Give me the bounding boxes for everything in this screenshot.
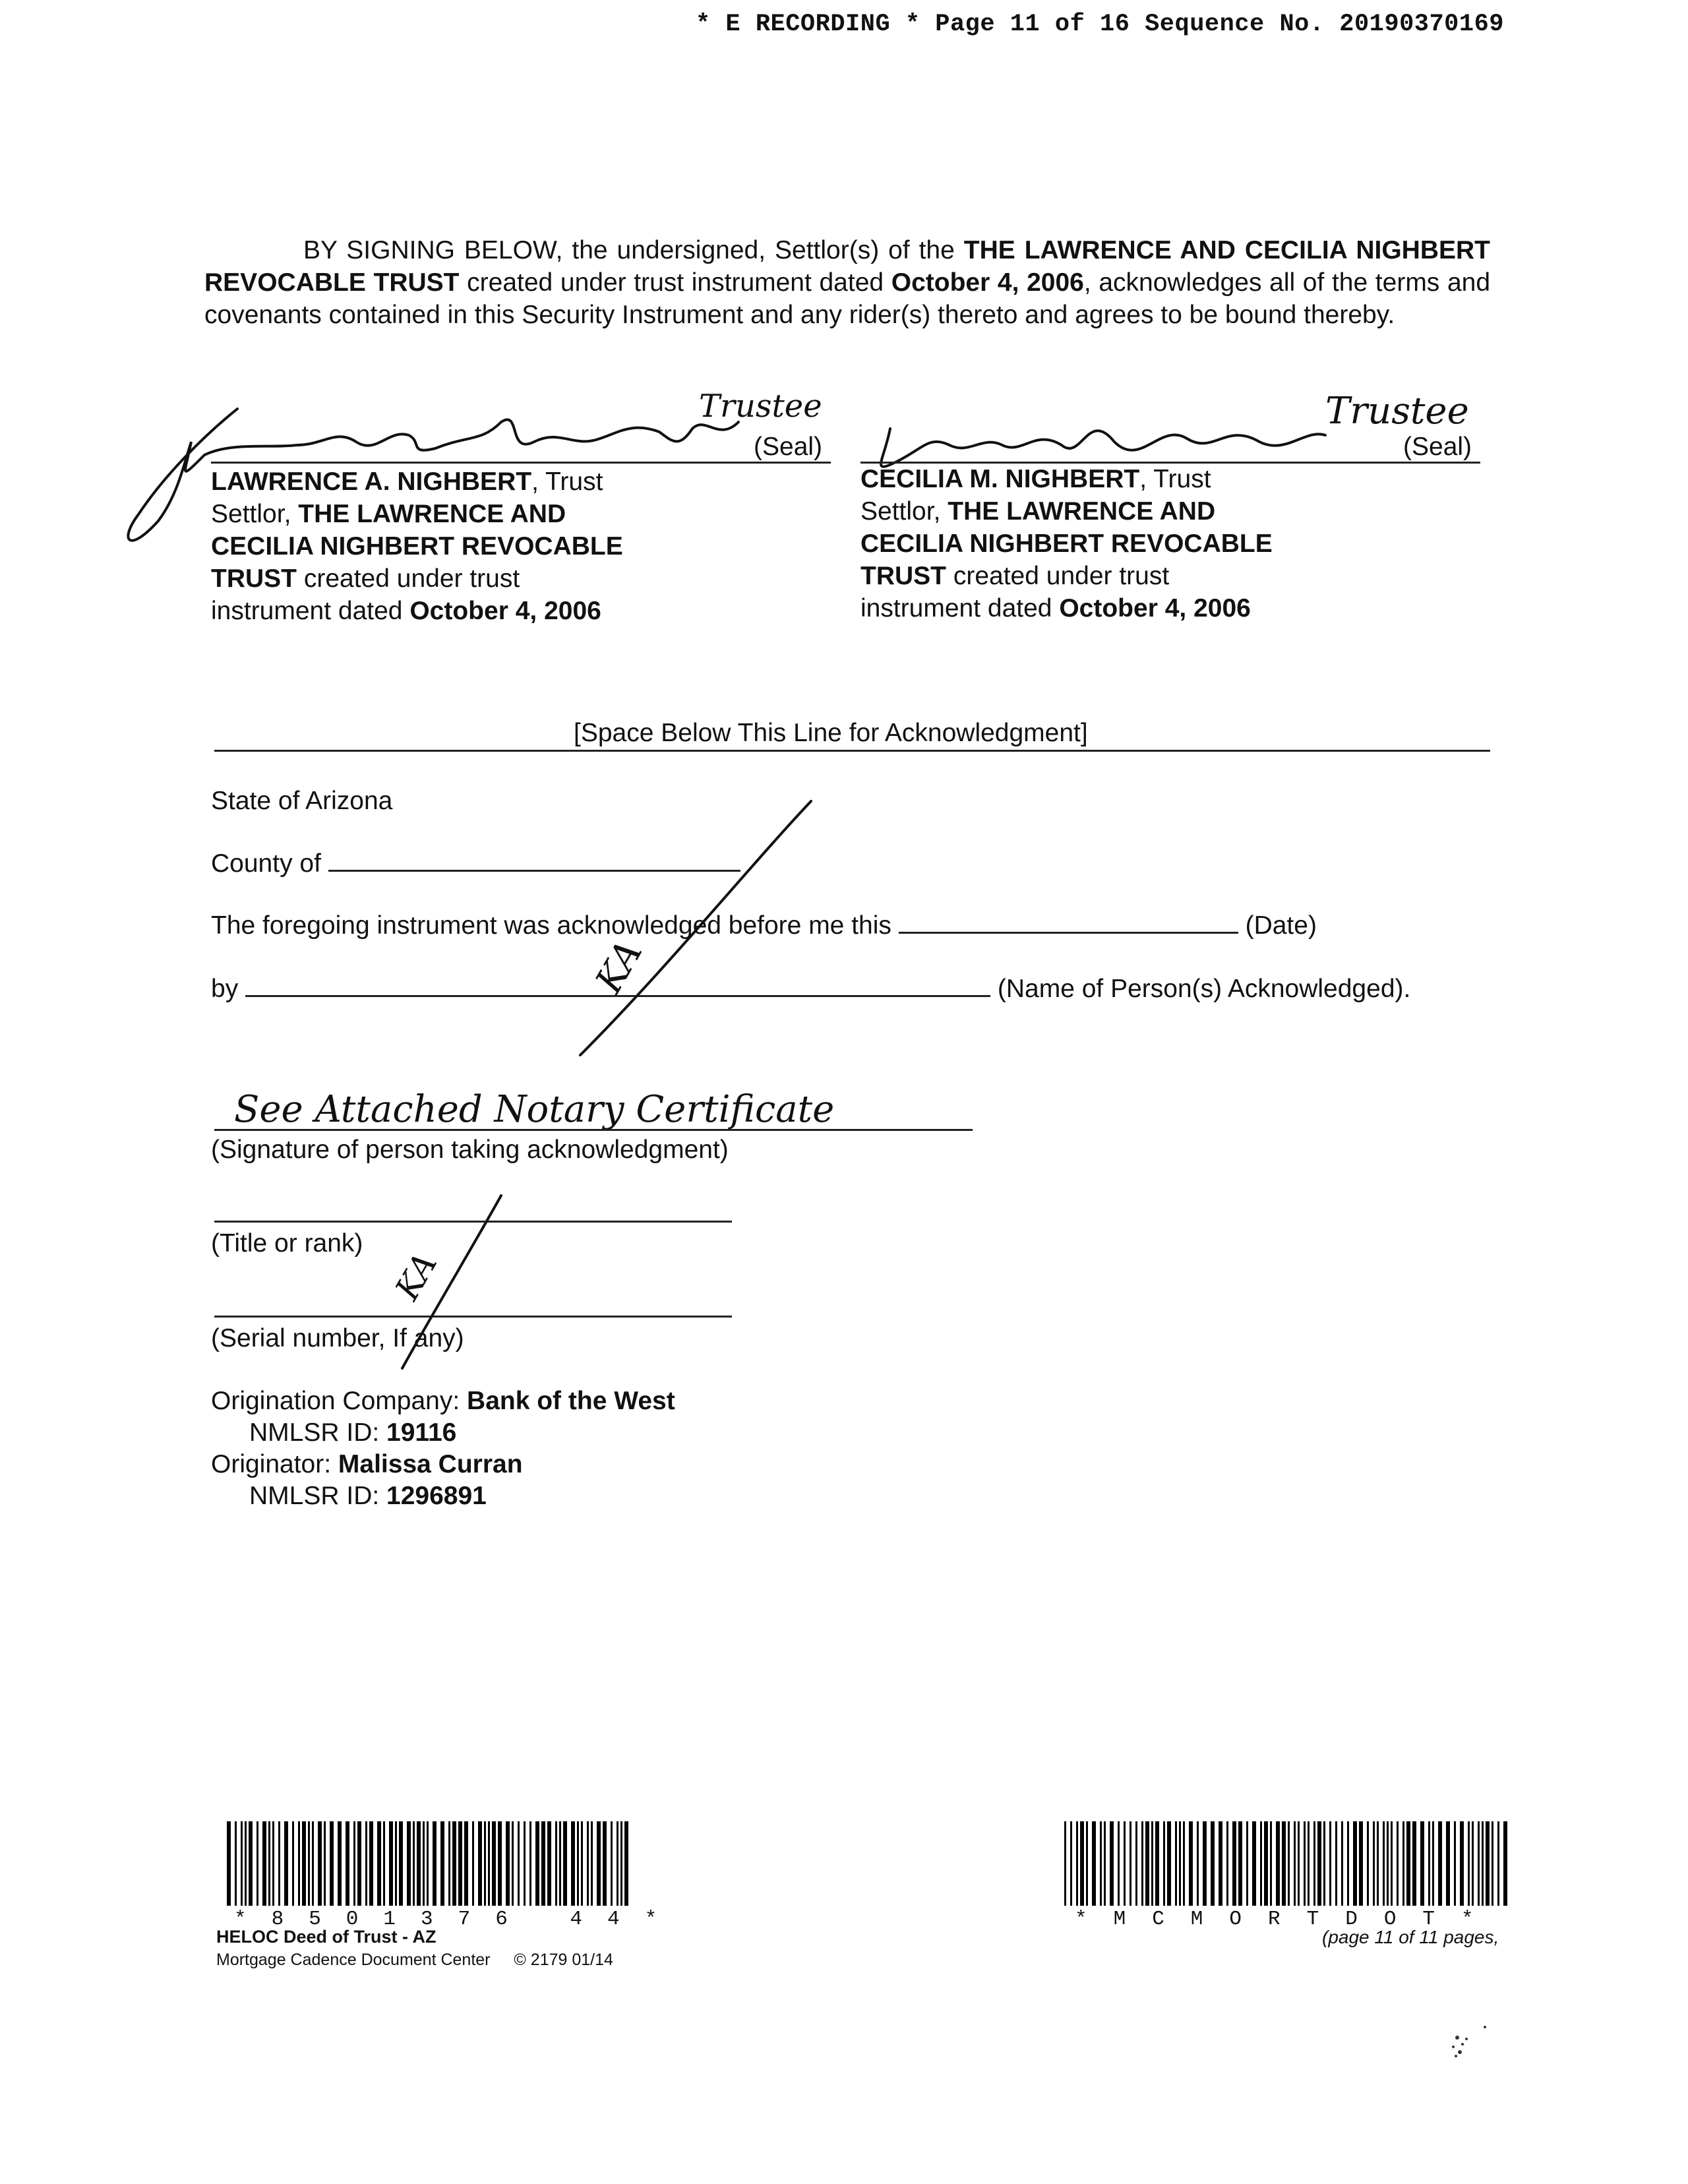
- county-label: County of: [211, 849, 321, 878]
- barcode-bar: [1183, 1821, 1185, 1906]
- barcode-bar: [1260, 1821, 1262, 1906]
- barcode-bar: [535, 1821, 539, 1906]
- barcode-bar: [611, 1821, 613, 1906]
- strike-mark-1: [567, 791, 831, 1068]
- barcode-bar: [1080, 1821, 1084, 1906]
- notary-signature-area: [214, 1088, 973, 1131]
- barcode-bar: [559, 1821, 561, 1906]
- barcode-right-text: *MCMORTDOT*: [1075, 1908, 1500, 1931]
- barcode-bar: [555, 1821, 557, 1906]
- barcode-bar: [1347, 1821, 1349, 1906]
- initials-1: KA: [587, 933, 651, 1000]
- barcode-bar: [1377, 1821, 1379, 1906]
- notary-signature-line: [214, 1129, 973, 1131]
- barcode-bar: [1203, 1821, 1207, 1906]
- barcode-bar: [1100, 1821, 1102, 1906]
- barcode-bar: [1064, 1821, 1066, 1906]
- barcode-bar: [413, 1821, 415, 1906]
- barcode-bar: [1076, 1821, 1078, 1906]
- barcode-bar: [1246, 1821, 1248, 1906]
- barcode-bar: [1070, 1821, 1072, 1906]
- barcode-bar: [324, 1821, 326, 1906]
- barcode-bar: [262, 1821, 266, 1906]
- barcode-bar: [427, 1821, 429, 1906]
- title-label: (Title or rank): [211, 1229, 363, 1258]
- barcode-bar: [518, 1821, 520, 1906]
- barcode-bar: [1189, 1821, 1193, 1906]
- barcode-bar: [389, 1821, 393, 1906]
- barcode-bar: [1151, 1821, 1153, 1906]
- barcode-bar: [353, 1821, 355, 1906]
- barcode-bar: [298, 1821, 300, 1906]
- barcode-bar: [1472, 1821, 1474, 1906]
- barcode-bar: [338, 1821, 342, 1906]
- signer-block-lawrence: LAWRENCE A. NIGHBERT, Trust Settlor, THE LAWRENCE AND CECILIA NIGHBERT REVOCABLE TRUST created under trust instrument dated October 4, 2006: [211, 468, 623, 625]
- barcode-bar: [1420, 1821, 1424, 1906]
- barcode-bar: [1110, 1821, 1114, 1906]
- barcode-bar: [1232, 1821, 1236, 1906]
- barcode-bar: [506, 1821, 510, 1906]
- barcode-bar: [547, 1821, 551, 1906]
- barcode-bar: [1353, 1821, 1357, 1906]
- barcode-bar: [1478, 1821, 1480, 1906]
- barcode-bar: [1298, 1821, 1300, 1906]
- barcode-bar: [312, 1821, 314, 1906]
- barcode-bar: [591, 1821, 593, 1906]
- barcode-bar: [318, 1821, 322, 1906]
- barcode-bar: [1503, 1821, 1507, 1906]
- foregoing-label: The foregoing instrument was acknowledged before me this: [211, 911, 891, 940]
- barcode-bar: [1367, 1821, 1369, 1906]
- barcode-bar: [1432, 1821, 1434, 1906]
- originator-name: Malissa Curran: [338, 1450, 523, 1478]
- barcode-bar: [603, 1821, 607, 1906]
- barcode-bar: [308, 1821, 310, 1906]
- barcode-bar: [1317, 1821, 1321, 1906]
- barcode-bar: [1238, 1821, 1242, 1906]
- barcode-bar: [369, 1821, 373, 1906]
- barcode-bar: [1335, 1821, 1337, 1906]
- by-label: by: [211, 975, 239, 1003]
- barcode-bar: [1402, 1821, 1404, 1906]
- barcode-bar: [541, 1821, 545, 1906]
- barcode-bar: [1135, 1821, 1137, 1906]
- intro-paragraph: [204, 234, 1490, 331]
- barcode-bar: [1145, 1821, 1149, 1906]
- scan-speckle-icon: [1444, 2018, 1497, 2077]
- barcode-bar: [1130, 1821, 1131, 1906]
- barcode-bar: [484, 1821, 486, 1906]
- doc-center: Mortgage Cadence Document Center © 2179 01/14: [216, 1951, 613, 1969]
- barcode-bar: [1167, 1821, 1171, 1906]
- barcode-bar: [1323, 1821, 1325, 1906]
- barcode-bar: [1270, 1821, 1272, 1906]
- intro-mid: created under trust instrument dated: [467, 268, 884, 297]
- barcode-bar: [1486, 1821, 1490, 1906]
- barcode-bar: [440, 1821, 444, 1906]
- initials-2: KA: [388, 1246, 445, 1306]
- barcode-bar: [1460, 1821, 1464, 1906]
- barcode-bar: [1329, 1821, 1331, 1906]
- barcode-bar: [433, 1821, 437, 1906]
- barcode-bar: [383, 1821, 385, 1906]
- signature-line-1: [211, 462, 831, 464]
- barcode-bar: [1373, 1821, 1375, 1906]
- barcode-bar: [1118, 1821, 1120, 1906]
- barcode-bar: [1288, 1821, 1290, 1906]
- barcode-bar: [1219, 1821, 1222, 1906]
- barcode-bar: [1438, 1821, 1442, 1906]
- barcode-bar: [245, 1821, 247, 1906]
- barcode-bar: [1359, 1821, 1363, 1906]
- barcode-bar: [357, 1821, 361, 1906]
- barcode-bar: [1252, 1821, 1256, 1906]
- barcode-bar: [395, 1821, 397, 1906]
- barcode-bar: [268, 1821, 270, 1906]
- barcode-bar: [1497, 1821, 1499, 1906]
- barcode-bar: [448, 1821, 450, 1906]
- barcode-bar: [478, 1821, 482, 1906]
- serial-label: (Serial number, If any): [211, 1324, 464, 1352]
- barcode-bar: [1304, 1821, 1306, 1906]
- barcode-bar: [452, 1821, 456, 1906]
- barcode-bar: [1175, 1821, 1177, 1906]
- barcode-bar: [563, 1821, 567, 1906]
- barcode-bar: [529, 1821, 531, 1906]
- barcode-bar: [1141, 1821, 1143, 1906]
- intro-lead: BY SIGNING BELOW, the undersigned, Settlor(s) of the: [303, 236, 955, 264]
- barcode-bar: [1468, 1821, 1470, 1906]
- barcode-bar: [1179, 1821, 1181, 1906]
- trustee-handwriting-2: Trustee: [1325, 390, 1469, 433]
- date-label: (Date): [1245, 911, 1317, 940]
- barcode-bar: [1482, 1821, 1484, 1906]
- barcode-bar: [1391, 1821, 1393, 1906]
- barcode-bar: [417, 1821, 421, 1906]
- barcode-bar: [458, 1821, 462, 1906]
- barcode-bar: [577, 1821, 579, 1906]
- barcode-bar: [365, 1821, 367, 1906]
- doc-title: HELOC Deed of Trust - AZ: [216, 1927, 437, 1947]
- barcode-bar: [512, 1821, 514, 1906]
- barcode-bar: [1383, 1821, 1385, 1906]
- barcode-bar: [1387, 1821, 1389, 1906]
- barcode-bar: [346, 1821, 349, 1906]
- barcode-bar: [488, 1821, 490, 1906]
- barcode-bar: [1282, 1821, 1286, 1906]
- barcode-bar: [581, 1821, 583, 1906]
- barcode-bar: [292, 1821, 294, 1906]
- ack-divider-line: [214, 750, 1490, 752]
- barcode-bar: [1124, 1821, 1126, 1906]
- signer-name: LAWRENCE A. NIGHBERT: [211, 468, 532, 496]
- barcode-bar: [249, 1821, 253, 1906]
- ack-divider-label: [Space Below This Line for Acknowledgment]: [574, 719, 1088, 747]
- barcode-left-icon: [224, 1821, 633, 1906]
- barcode-bar: [1086, 1821, 1088, 1906]
- origination-company: Bank of the West: [467, 1387, 675, 1415]
- barcode-bar: [1294, 1821, 1296, 1906]
- barcode-bar: [492, 1821, 496, 1906]
- barcode-bar: [256, 1821, 258, 1906]
- barcode-bar: [1092, 1821, 1096, 1906]
- barcode-bar: [617, 1821, 618, 1906]
- barcode-bar: [235, 1821, 237, 1906]
- seal-label-2: (Seal): [1403, 433, 1472, 461]
- intro-trust-name: THE LAWRENCE AND CECILIA NIGHBERT REVOCABLE TRUST: [204, 236, 1490, 297]
- seal-label-1: (Seal): [754, 433, 823, 461]
- barcode-bar: [1211, 1821, 1215, 1906]
- barcode-bar: [302, 1821, 306, 1906]
- barcode-bar: [524, 1821, 526, 1906]
- state-label: State of Arizona: [211, 787, 393, 815]
- barcode-left-text: *8501376 44*: [234, 1908, 682, 1931]
- barcode-bar: [1264, 1821, 1268, 1906]
- barcode-bar: [423, 1821, 425, 1906]
- barcode-bar: [284, 1821, 288, 1906]
- barcode-bar: [464, 1821, 468, 1906]
- barcode-bar: [399, 1821, 403, 1906]
- barcode-bar: [1492, 1821, 1493, 1906]
- barcode-bar: [1428, 1821, 1430, 1906]
- recording-header: * E RECORDING * Page 11 of 16 Sequence No. 20190370169: [696, 11, 1504, 38]
- intro-date: October 4, 2006: [891, 268, 1084, 297]
- notary-handwritten: See Attached Notary Certificate: [234, 1088, 835, 1131]
- company-nmlsr: 19116: [386, 1418, 457, 1447]
- barcode-bar: [620, 1821, 622, 1906]
- page-note: (page 11 of 11 pages,: [1322, 1927, 1499, 1947]
- barcode-bar: [1163, 1821, 1165, 1906]
- barcode-bar: [1406, 1821, 1410, 1906]
- barcode-bar: [1276, 1821, 1280, 1906]
- barcode-bar: [1454, 1821, 1456, 1906]
- barcode-bar: [587, 1821, 589, 1906]
- barcode-bar: [472, 1821, 474, 1906]
- barcode-bar: [1197, 1821, 1199, 1906]
- barcode-bar: [272, 1821, 274, 1906]
- notary-signature-label: (Signature of person taking acknowledgment): [211, 1136, 729, 1164]
- barcode-bar: [571, 1821, 575, 1906]
- origination-block: Origination Company: Bank of the West NMLSR ID: 19116 Originator: Malissa Curran NMLSR ID: 1296891: [211, 1387, 675, 1510]
- barcode-bar: [1226, 1821, 1228, 1906]
- barcode-bar: [1313, 1821, 1315, 1906]
- barcode-bar: [1341, 1821, 1343, 1906]
- copyright: © 2179 01/14: [514, 1951, 613, 1969]
- barcode-bar: [1308, 1821, 1310, 1906]
- barcode-bar: [241, 1821, 243, 1906]
- trustee-handwriting-1: Trustee: [699, 388, 822, 425]
- signer-name: CECILIA M. NIGHBERT: [860, 465, 1140, 493]
- barcode-bar: [377, 1821, 381, 1906]
- barcode-right-icon: [1062, 1821, 1510, 1906]
- date-field[interactable]: [899, 932, 1238, 934]
- barcode-bar: [227, 1821, 231, 1906]
- barcode-bar: [330, 1821, 334, 1906]
- barcode-bar: [1104, 1821, 1106, 1906]
- barcode-bar: [1446, 1821, 1450, 1906]
- barcode-bar: [597, 1821, 601, 1906]
- originator-nmlsr: 1296891: [386, 1482, 487, 1510]
- barcode-bar: [1155, 1821, 1159, 1906]
- name-label: (Name of Person(s) Acknowledged).: [997, 975, 1411, 1003]
- barcode-bar: [1412, 1821, 1416, 1906]
- strike-mark-2: [388, 1190, 514, 1375]
- signer-block-cecilia: CECILIA M. NIGHBERT, Trust Settlor, THE LAWRENCE AND CECILIA NIGHBERT REVOCABLE TRUST created under trust instrument dated October 4, 2006: [860, 465, 1273, 622]
- barcode-bar: [407, 1821, 411, 1906]
- barcode-bar: [498, 1821, 502, 1906]
- intro-tail: , acknowledges all of the terms and covenants contained in this Security Instrument and any rider(s) thereto and agrees to be bound thereby.: [204, 268, 1491, 329]
- barcode-bar: [278, 1821, 280, 1906]
- barcode-bar: [624, 1821, 628, 1906]
- barcode-bar: [1397, 1821, 1399, 1906]
